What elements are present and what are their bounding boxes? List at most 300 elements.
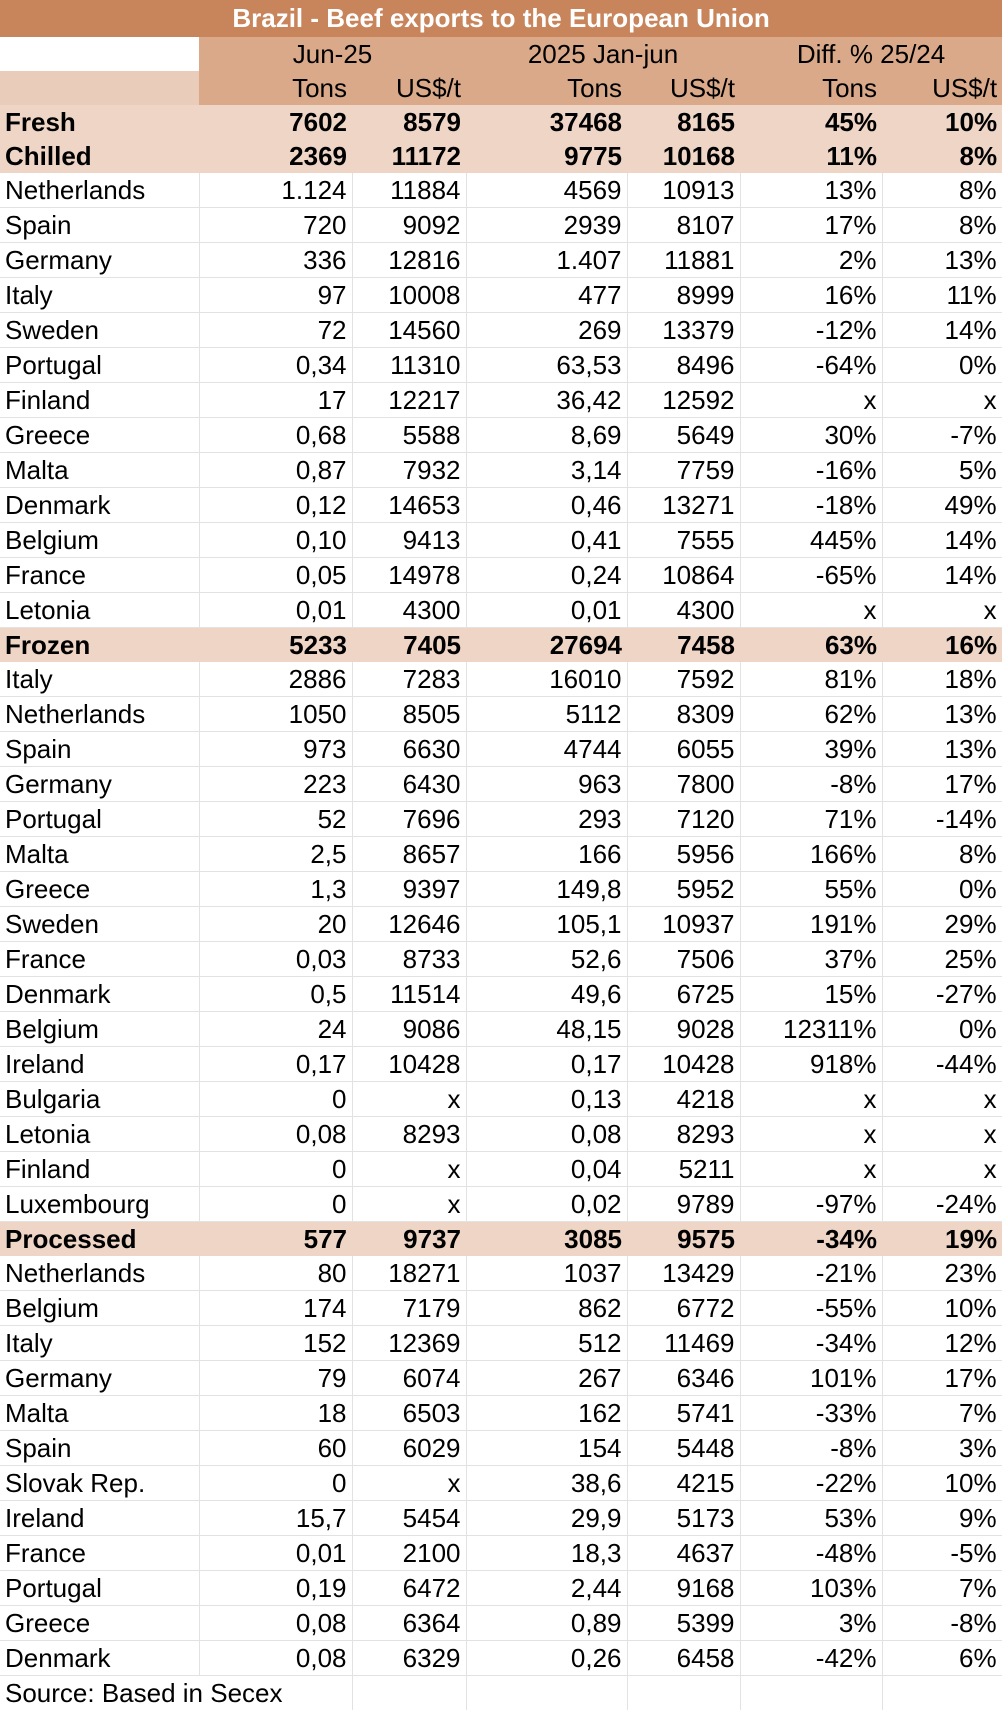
country-name: Italy [0, 1326, 199, 1361]
value-cell: 24 [199, 1012, 352, 1047]
value-cell: 2369 [199, 139, 352, 173]
value-cell: 20 [199, 907, 352, 942]
category-row [0, 139, 1002, 173]
value-cell: 3,14 [466, 453, 627, 488]
country-name: Ireland [0, 1047, 199, 1082]
country-row [0, 173, 1002, 208]
country-row [0, 697, 1002, 732]
value-cell: 0% [882, 1012, 1002, 1047]
value-cell: 13% [740, 173, 882, 208]
value-cell: 13429 [627, 1256, 740, 1291]
value-cell: 166% [740, 837, 882, 872]
value-cell: 9575 [627, 1222, 740, 1257]
country-row [0, 767, 1002, 802]
value-cell: x [352, 1466, 466, 1501]
value-cell: 7759 [627, 453, 740, 488]
value-cell: -44% [882, 1047, 1002, 1082]
value-cell: -22% [740, 1466, 882, 1501]
value-cell: x [882, 1152, 1002, 1187]
value-cell: 2939 [466, 208, 627, 243]
value-cell: -24% [882, 1187, 1002, 1222]
value-cell: 101% [740, 1361, 882, 1396]
value-cell: 10428 [627, 1047, 740, 1082]
value-cell: 5233 [199, 628, 352, 663]
value-cell: 71% [740, 802, 882, 837]
value-cell: 1.407 [466, 243, 627, 278]
value-cell: -64% [740, 348, 882, 383]
value-cell: 37% [740, 942, 882, 977]
value-cell: 2886 [199, 662, 352, 697]
value-cell: -5% [882, 1536, 1002, 1571]
value-cell: 12% [882, 1326, 1002, 1361]
value-cell: 9092 [352, 208, 466, 243]
value-cell: 720 [199, 208, 352, 243]
value-cell: 0 [199, 1466, 352, 1501]
value-cell: 0 [199, 1152, 352, 1187]
value-cell: -33% [740, 1396, 882, 1431]
unit-header: Tons [199, 71, 352, 105]
value-cell: 80 [199, 1256, 352, 1291]
country-name: Letonia [0, 1117, 199, 1152]
value-cell: 13% [882, 243, 1002, 278]
value-cell: 0,04 [466, 1152, 627, 1187]
value-cell: 6503 [352, 1396, 466, 1431]
value-cell: 14% [882, 313, 1002, 348]
value-cell: 12311% [740, 1012, 882, 1047]
country-row [0, 1571, 1002, 1606]
country-name: Netherlands [0, 1256, 199, 1291]
unit-header: US$/t [352, 71, 466, 105]
value-cell: 81% [740, 662, 882, 697]
value-cell: 0,05 [199, 558, 352, 593]
value-cell: 8% [882, 208, 1002, 243]
value-cell: 1037 [466, 1256, 627, 1291]
value-cell: 6725 [627, 977, 740, 1012]
value-cell: 52,6 [466, 942, 627, 977]
value-cell: 10937 [627, 907, 740, 942]
value-cell: 152 [199, 1326, 352, 1361]
country-row [0, 1082, 1002, 1117]
value-cell: 103% [740, 1571, 882, 1606]
unit-header: US$/t [882, 71, 1002, 105]
country-row [0, 662, 1002, 697]
value-cell: 7458 [627, 628, 740, 663]
value-cell: 8579 [352, 105, 466, 139]
value-cell: 10% [882, 1291, 1002, 1326]
value-cell: x [740, 1082, 882, 1117]
value-cell: 5952 [627, 872, 740, 907]
value-cell: 963 [466, 767, 627, 802]
value-cell: 223 [199, 767, 352, 802]
source-row [0, 1676, 1002, 1710]
value-cell: 445% [740, 523, 882, 558]
value-cell: 0,03 [199, 942, 352, 977]
value-cell: 149,8 [466, 872, 627, 907]
value-cell: 27694 [466, 628, 627, 663]
value-cell: 1050 [199, 697, 352, 732]
value-cell: -21% [740, 1256, 882, 1291]
value-cell: -27% [882, 977, 1002, 1012]
category-label: Frozen [0, 628, 199, 663]
value-cell: 10168 [627, 139, 740, 173]
value-cell: 14% [882, 523, 1002, 558]
value-cell: x [352, 1152, 466, 1187]
country-row [0, 837, 1002, 872]
value-cell: 10913 [627, 173, 740, 208]
country-name: Slovak Rep. [0, 1466, 199, 1501]
value-cell: 8,69 [466, 418, 627, 453]
value-cell: 267 [466, 1361, 627, 1396]
country-row [0, 1501, 1002, 1536]
country-row [0, 1187, 1002, 1222]
value-cell: 7% [882, 1396, 1002, 1431]
category-label: Chilled [0, 139, 199, 173]
value-cell: 0,17 [466, 1047, 627, 1082]
value-cell: 4218 [627, 1082, 740, 1117]
value-cell: 11881 [627, 243, 740, 278]
value-cell: 13379 [627, 313, 740, 348]
country-name: France [0, 942, 199, 977]
value-cell: 7506 [627, 942, 740, 977]
value-cell: 10% [882, 105, 1002, 139]
value-cell: -16% [740, 453, 882, 488]
value-cell: 48,15 [466, 1012, 627, 1047]
value-cell: 4637 [627, 1536, 740, 1571]
table-body [0, 105, 1002, 1676]
value-cell: 29% [882, 907, 1002, 942]
country-name: Malta [0, 453, 199, 488]
value-cell: 30% [740, 418, 882, 453]
value-cell: 11514 [352, 977, 466, 1012]
value-cell: 0% [882, 348, 1002, 383]
value-cell: -12% [740, 313, 882, 348]
country-row [0, 977, 1002, 1012]
unit-header-row [0, 71, 1002, 105]
value-cell: 336 [199, 243, 352, 278]
value-cell: 0,10 [199, 523, 352, 558]
value-cell: 55% [740, 872, 882, 907]
country-name: Sweden [0, 907, 199, 942]
value-cell: 8% [882, 139, 1002, 173]
value-cell: 9413 [352, 523, 466, 558]
value-cell: 6364 [352, 1606, 466, 1641]
unit-header: US$/t [627, 71, 740, 105]
country-name: Malta [0, 1396, 199, 1431]
value-cell: 5% [882, 453, 1002, 488]
country-row [0, 942, 1002, 977]
value-cell: 12592 [627, 383, 740, 418]
unit-blank-cell [0, 71, 199, 105]
value-cell: 17% [882, 1361, 1002, 1396]
country-name: Germany [0, 1361, 199, 1396]
country-name: Germany [0, 767, 199, 802]
value-cell: 7696 [352, 802, 466, 837]
country-row [0, 348, 1002, 383]
value-cell: 973 [199, 732, 352, 767]
value-cell: 2,44 [466, 1571, 627, 1606]
value-cell: 6% [882, 1641, 1002, 1676]
country-name: Spain [0, 1431, 199, 1466]
country-name: Ireland [0, 1501, 199, 1536]
country-name: Belgium [0, 523, 199, 558]
value-cell: 162 [466, 1396, 627, 1431]
value-cell: 19% [882, 1222, 1002, 1257]
value-cell: 154 [466, 1431, 627, 1466]
country-name: Bulgaria [0, 1082, 199, 1117]
value-cell: 13% [882, 732, 1002, 767]
value-cell: 7120 [627, 802, 740, 837]
value-cell: x [352, 1187, 466, 1222]
country-name: Denmark [0, 977, 199, 1012]
value-cell: 0 [199, 1187, 352, 1222]
value-cell: 15% [740, 977, 882, 1012]
value-cell: -18% [740, 488, 882, 523]
value-cell: -65% [740, 558, 882, 593]
value-cell: 6430 [352, 767, 466, 802]
country-name: Belgium [0, 1291, 199, 1326]
value-cell: 0,08 [466, 1117, 627, 1152]
value-cell: 0 [199, 1082, 352, 1117]
country-row [0, 523, 1002, 558]
country-row [0, 872, 1002, 907]
value-cell: 38,6 [466, 1466, 627, 1501]
country-name: Spain [0, 208, 199, 243]
category-row [0, 105, 1002, 139]
value-cell: 6055 [627, 732, 740, 767]
value-cell: 53% [740, 1501, 882, 1536]
country-name: Belgium [0, 1012, 199, 1047]
value-cell: x [740, 383, 882, 418]
period-header-row [0, 37, 1002, 71]
value-cell: 5649 [627, 418, 740, 453]
value-cell: 10428 [352, 1047, 466, 1082]
value-cell: 9% [882, 1501, 1002, 1536]
value-cell: 512 [466, 1326, 627, 1361]
value-cell: 18% [882, 662, 1002, 697]
value-cell: 18271 [352, 1256, 466, 1291]
country-name: Denmark [0, 1641, 199, 1676]
country-row [0, 208, 1002, 243]
value-cell: 6472 [352, 1571, 466, 1606]
value-cell: x [740, 1117, 882, 1152]
country-name: Italy [0, 278, 199, 313]
value-cell: 0,5 [199, 977, 352, 1012]
value-cell: 8293 [352, 1117, 466, 1152]
country-name: Spain [0, 732, 199, 767]
value-cell: 7592 [627, 662, 740, 697]
value-cell: 7% [882, 1571, 1002, 1606]
value-cell: 8309 [627, 697, 740, 732]
value-cell: 0% [882, 872, 1002, 907]
value-cell: 7602 [199, 105, 352, 139]
value-cell: 2,5 [199, 837, 352, 872]
country-name: France [0, 558, 199, 593]
value-cell: 10864 [627, 558, 740, 593]
country-name: Italy [0, 662, 199, 697]
value-cell: 0,89 [466, 1606, 627, 1641]
value-cell: 4300 [627, 593, 740, 628]
country-row [0, 1256, 1002, 1291]
value-cell: 16010 [466, 662, 627, 697]
country-name: Sweden [0, 313, 199, 348]
unit-header: Tons [740, 71, 882, 105]
category-label: Fresh [0, 105, 199, 139]
value-cell: 17% [740, 208, 882, 243]
value-cell: 6772 [627, 1291, 740, 1326]
value-cell: 12369 [352, 1326, 466, 1361]
country-row [0, 1152, 1002, 1187]
value-cell: 36,42 [466, 383, 627, 418]
value-cell: 13271 [627, 488, 740, 523]
value-cell: 0,24 [466, 558, 627, 593]
value-cell: -8% [740, 1431, 882, 1466]
value-cell: 8999 [627, 278, 740, 313]
value-cell: 0,46 [466, 488, 627, 523]
value-cell: 7405 [352, 628, 466, 663]
country-row [0, 1536, 1002, 1571]
category-row [0, 1222, 1002, 1257]
value-cell: 6458 [627, 1641, 740, 1676]
value-cell: 17 [199, 383, 352, 418]
value-cell: 8165 [627, 105, 740, 139]
value-cell: 8657 [352, 837, 466, 872]
value-cell: 0,87 [199, 453, 352, 488]
value-cell: 8% [882, 173, 1002, 208]
value-cell: 18 [199, 1396, 352, 1431]
value-cell: 0,01 [466, 593, 627, 628]
value-cell: 9168 [627, 1571, 740, 1606]
country-name: France [0, 1536, 199, 1571]
country-name: Greece [0, 418, 199, 453]
empty-cell [740, 1676, 882, 1710]
value-cell: x [882, 593, 1002, 628]
header-period-diff: Diff. % 25/24 [740, 37, 1002, 71]
country-name: Greece [0, 1606, 199, 1641]
value-cell: 2% [740, 243, 882, 278]
value-cell: 5588 [352, 418, 466, 453]
value-cell: 29,9 [466, 1501, 627, 1536]
value-cell: 4300 [352, 593, 466, 628]
value-cell: 5448 [627, 1431, 740, 1466]
value-cell: 45% [740, 105, 882, 139]
value-cell: 4215 [627, 1466, 740, 1501]
country-row [0, 1291, 1002, 1326]
value-cell: 9397 [352, 872, 466, 907]
country-name: Portugal [0, 348, 199, 383]
value-cell: 11310 [352, 348, 466, 383]
value-cell: 37468 [466, 105, 627, 139]
value-cell: 4744 [466, 732, 627, 767]
value-cell: 15,7 [199, 1501, 352, 1536]
header-period-jun: Jun-25 [199, 37, 466, 71]
value-cell: x [882, 1117, 1002, 1152]
value-cell: 7800 [627, 767, 740, 802]
value-cell: 23% [882, 1256, 1002, 1291]
value-cell: 10% [882, 1466, 1002, 1501]
value-cell: 8733 [352, 942, 466, 977]
value-cell: 5211 [627, 1152, 740, 1187]
value-cell: 13% [882, 697, 1002, 732]
country-name: Luxembourg [0, 1187, 199, 1222]
value-cell: 79 [199, 1361, 352, 1396]
country-row [0, 383, 1002, 418]
value-cell: -7% [882, 418, 1002, 453]
table-title: Brazil - Beef exports to the European Union [0, 0, 1002, 37]
value-cell: 72 [199, 313, 352, 348]
value-cell: 477 [466, 278, 627, 313]
country-row [0, 1641, 1002, 1676]
country-row [0, 1012, 1002, 1047]
value-cell: 0,17 [199, 1047, 352, 1082]
country-name: Malta [0, 837, 199, 872]
value-cell: 0,68 [199, 418, 352, 453]
value-cell: 14653 [352, 488, 466, 523]
value-cell: 10008 [352, 278, 466, 313]
empty-cell [882, 1676, 1002, 1710]
value-cell: x [882, 1082, 1002, 1117]
country-name: Finland [0, 383, 199, 418]
value-cell: 49% [882, 488, 1002, 523]
value-cell: 5741 [627, 1396, 740, 1431]
value-cell: 7555 [627, 523, 740, 558]
country-row [0, 558, 1002, 593]
country-row [0, 243, 1002, 278]
value-cell: 0,19 [199, 1571, 352, 1606]
value-cell: 918% [740, 1047, 882, 1082]
value-cell: 1.124 [199, 173, 352, 208]
value-cell: 0,01 [199, 1536, 352, 1571]
value-cell: 97 [199, 278, 352, 313]
value-cell: 14% [882, 558, 1002, 593]
value-cell: 3% [882, 1431, 1002, 1466]
country-row [0, 1047, 1002, 1082]
value-cell: 191% [740, 907, 882, 942]
value-cell: -55% [740, 1291, 882, 1326]
value-cell: x [740, 1152, 882, 1187]
country-row [0, 1396, 1002, 1431]
value-cell: 0,08 [199, 1606, 352, 1641]
value-cell: -14% [882, 802, 1002, 837]
value-cell: 0,02 [466, 1187, 627, 1222]
value-cell: 0,01 [199, 593, 352, 628]
source-note: Source: Based in Secex [0, 1676, 352, 1710]
value-cell: 8293 [627, 1117, 740, 1152]
country-name: Greece [0, 872, 199, 907]
unit-header: Tons [466, 71, 627, 105]
country-name: Germany [0, 243, 199, 278]
value-cell: 9028 [627, 1012, 740, 1047]
value-cell: 11469 [627, 1326, 740, 1361]
category-label: Processed [0, 1222, 199, 1257]
value-cell: 0,13 [466, 1082, 627, 1117]
value-cell: 11% [882, 278, 1002, 313]
country-row [0, 1466, 1002, 1501]
value-cell: -34% [740, 1326, 882, 1361]
value-cell: -8% [882, 1606, 1002, 1641]
country-row [0, 313, 1002, 348]
value-cell: 16% [740, 278, 882, 313]
value-cell: 8505 [352, 697, 466, 732]
value-cell: 0,41 [466, 523, 627, 558]
value-cell: x [740, 593, 882, 628]
value-cell: 3% [740, 1606, 882, 1641]
value-cell: -97% [740, 1187, 882, 1222]
value-cell: 7932 [352, 453, 466, 488]
value-cell: 0,26 [466, 1641, 627, 1676]
empty-cell [352, 1676, 466, 1710]
country-row [0, 1361, 1002, 1396]
value-cell: 0,08 [199, 1641, 352, 1676]
